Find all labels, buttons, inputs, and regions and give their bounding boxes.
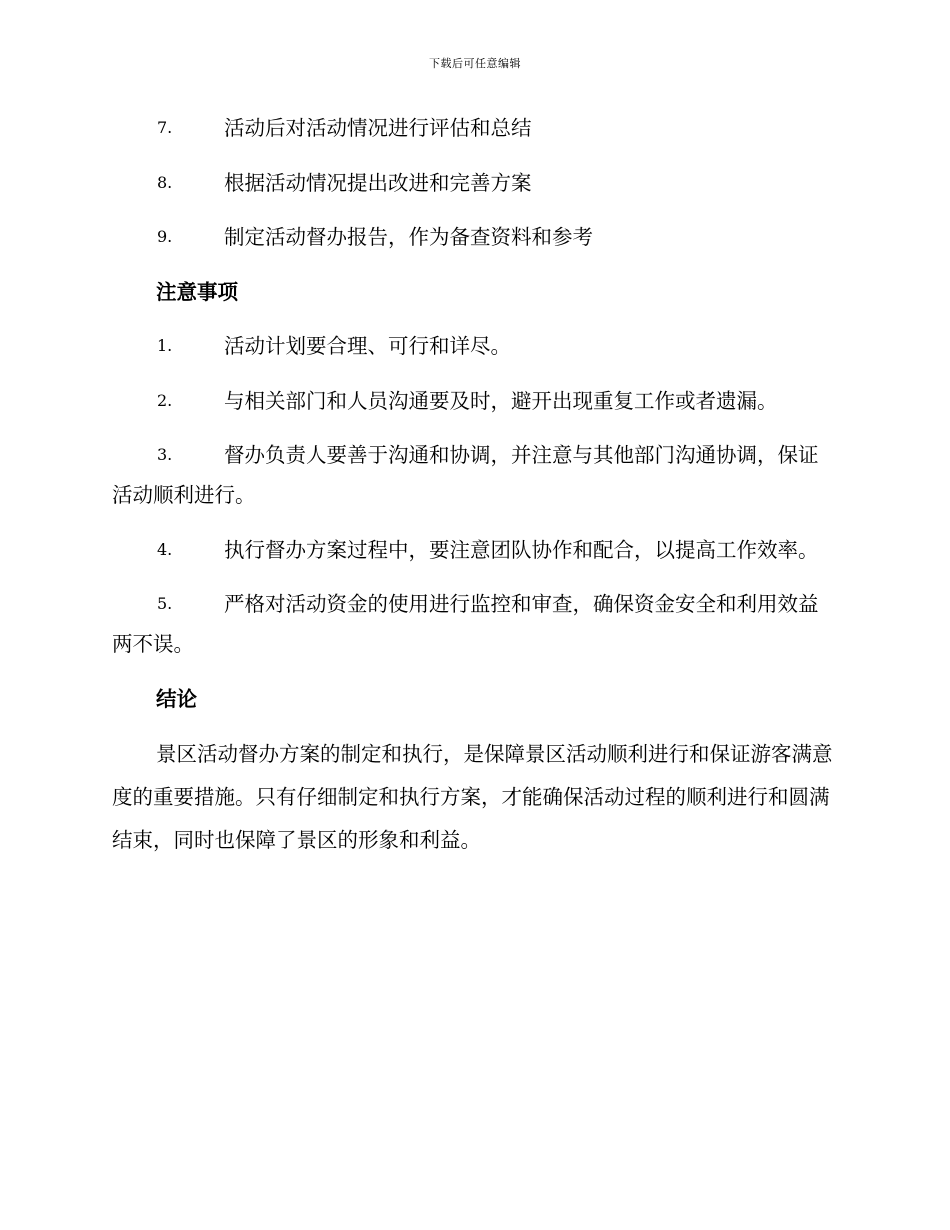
conclusion-paragraph: 景区活动督办方案的制定和执行，是保障景区活动顺利进行和保证游客满意度的重要措施。只有仔细制定和执行方案，才能确保活动过程的顺利进行和圆满结束，同时也保障了景区的形象和利益。: [112, 742, 833, 852]
step-number: 8.: [157, 172, 173, 192]
note-number: 4.: [157, 539, 173, 559]
note-text: 严格对活动资金的使用进行监控和审查，确保资金安全和利用效益两不误。: [112, 592, 819, 656]
note-item: [112, 381, 836, 421]
note-text: 与相关部门和人员沟通要及时，避开出现重复工作或者遗漏。: [224, 388, 778, 413]
step-item: [112, 163, 836, 203]
note-item: [112, 584, 836, 664]
note-text: 执行督办方案过程中，要注意团队协作和配合，以提高工作效率。: [224, 537, 819, 562]
step-item: [112, 108, 836, 148]
step-number: 7.: [157, 118, 173, 137]
step-text: 制定活动督办报告，作为备查资料和参考: [224, 225, 593, 249]
document-body: [112, 108, 836, 862]
note-text: 督办负责人要善于沟通和协调，并注意与其他部门沟通协调，保证活动顺利进行。: [112, 443, 819, 507]
note-item: [112, 435, 836, 515]
step-text: 根据活动情况提出改进和完善方案: [224, 170, 532, 195]
step-number: 9.: [157, 227, 173, 246]
note-number: 2.: [157, 390, 173, 410]
note-number: 5.: [157, 594, 173, 613]
note-number: 3.: [157, 445, 173, 464]
note-text: 活动计划要合理、可行和详尽。: [224, 334, 511, 358]
conclusion-heading: 结论: [156, 686, 197, 711]
notes-heading: 注意事项: [156, 279, 238, 304]
note-item: [112, 326, 836, 366]
note-number: 1.: [157, 336, 173, 355]
step-text: 活动后对活动情况进行评估和总结: [224, 116, 532, 140]
note-item: [112, 530, 836, 570]
header-note: 下载后可任意编辑: [429, 57, 521, 70]
step-item: [112, 217, 836, 257]
